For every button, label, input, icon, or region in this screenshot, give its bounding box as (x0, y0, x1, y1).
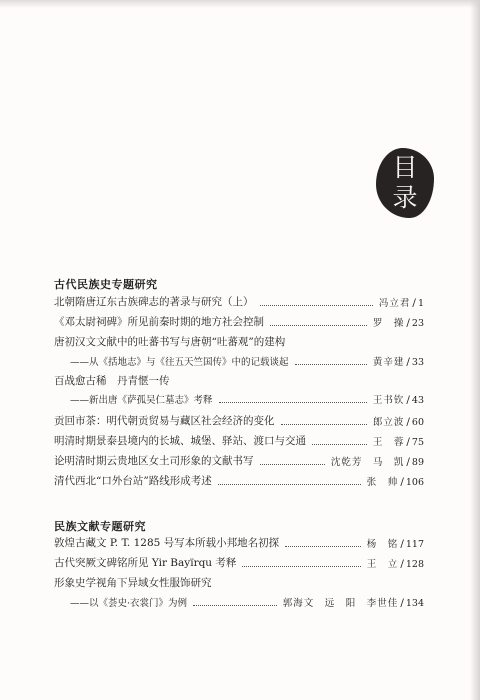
entry-author: 沈乾芳 马 凯 (330, 457, 405, 468)
toc-entry[interactable]: 论明清时期云贵地区女土司形象的文献书写 沈乾芳 马 凯 / 89 (54, 455, 424, 468)
toc-entry[interactable]: 《邓太尉祠碑》所见前秦时期的地方社会控制 罗 操 / 23 (54, 316, 424, 329)
page-top-shadow (0, 0, 480, 8)
toc-entry[interactable]: 古代突厥文碑铭所见 Yir Bayïrqu 考释 王 立 / 128 (54, 557, 424, 570)
entry-author: 罗 操 (372, 318, 405, 329)
entry-author: 王 蓉 (372, 437, 405, 448)
entry-page: 75 (411, 437, 424, 448)
section-heading-ethnic-documents: 民族文献专题研究 (54, 520, 146, 533)
toc-subentry[interactable]: ——以《荟史·衣裳门》为例 郭海文 远 阳 李世佳 / 134 (70, 597, 424, 609)
page-right-shadow (470, 0, 480, 700)
dot-leader (270, 325, 367, 326)
entry-title: 论明清时期云贵地区女土司形象的文献书写 (54, 455, 254, 467)
table-of-contents-badge (376, 148, 434, 218)
entry-page: 1 (417, 298, 424, 309)
entry-title: 北朝隋唐辽东古族碑志的著录与研究（上） (54, 296, 254, 308)
dot-leader (285, 546, 361, 547)
entry-page: 60 (411, 417, 424, 428)
entry-author: 杨 铭 (366, 539, 399, 550)
badge-char-1: 目 (392, 153, 418, 182)
entry-page: 43 (411, 395, 424, 406)
entry-author: 郎立波 (372, 417, 405, 428)
badge-char-2: 录 (392, 183, 418, 212)
toc-entry-title-line[interactable]: 唐初汉文文献中的吐蕃书写与唐朝“吐蕃观”的建构 (54, 336, 286, 348)
section-heading-ancient-ethnic-history: 古代民族史专题研究 (54, 278, 158, 291)
entry-author: 王书钦 (372, 395, 405, 406)
toc-entry-title-line[interactable]: 形象史学视角下异域女性服饰研究 (54, 577, 212, 589)
entry-page: 117 (405, 539, 424, 550)
entry-title: 清代西北“口外台站”路线形成考述 (54, 475, 212, 487)
dot-leader (295, 364, 367, 365)
entry-title: 《邓太尉祠碑》所见前秦时期的地方社会控制 (54, 316, 264, 328)
entry-subtitle: ——从《括地志》与《往五天竺国传》中的记载谈起 (70, 357, 289, 368)
toc-entry[interactable]: 北朝隋唐辽东古族碑志的著录与研究（上） 冯立君 / 1 (54, 296, 424, 309)
dot-leader (260, 464, 325, 465)
entry-author: 黄辛建 (372, 357, 405, 368)
entry-subtitle: ——新出唐《萨孤吴仁墓志》考释 (70, 395, 213, 406)
dot-leader (260, 305, 373, 306)
entry-page: 33 (411, 357, 424, 368)
toc-entry[interactable]: 贡回市茶：明代朝贡贸易与藏区社会经济的变化 郎立波 / 60 (54, 415, 424, 428)
toc-entry[interactable]: 敦煌古藏文 P. T. 1285 号写本所载小邦地名初探 杨 铭 / 117 (54, 537, 424, 550)
entry-page: 89 (411, 457, 424, 468)
entry-author: 王 立 (366, 559, 399, 570)
entry-title: 古代突厥文碑铭所见 Yir Bayïrqu 考释 (54, 557, 237, 569)
entry-title: 明清时期景泰县境内的长城、城堡、驿站、渡口与交通 (54, 435, 306, 447)
entry-page: 128 (405, 559, 424, 570)
entry-page: 134 (405, 598, 424, 609)
toc-subentry[interactable]: ——从《括地志》与《往五天竺国传》中的记载谈起 黄辛建 / 33 (70, 356, 424, 368)
entry-title: 贡回市茶：明代朝贡贸易与藏区社会经济的变化 (54, 415, 275, 427)
entry-page: 23 (411, 318, 424, 329)
dot-leader (193, 605, 277, 606)
entry-author: 冯立君 (378, 298, 411, 309)
dot-leader (312, 444, 367, 445)
entry-subtitle: ——以《荟史·衣裳门》为例 (70, 598, 188, 609)
toc-entry[interactable]: 明清时期景泰县境内的长城、城堡、驿站、渡口与交通 王 蓉 / 75 (54, 435, 424, 448)
entry-title: 敦煌古藏文 P. T. 1285 号写本所载小邦地名初探 (54, 537, 280, 549)
toc-entry[interactable]: 清代西北“口外台站”路线形成考述 张 帅 / 106 (54, 475, 424, 488)
entry-page: 106 (405, 477, 424, 488)
toc-entry-title-line[interactable]: 百战愈古稀 丹青惬一传 (54, 375, 170, 387)
entry-author: 郭海文 远 阳 李世佳 (282, 598, 399, 609)
dot-leader (218, 484, 361, 485)
dot-leader (281, 424, 367, 425)
dot-leader (219, 402, 367, 403)
dot-leader (242, 566, 360, 567)
entry-author: 张 帅 (366, 477, 399, 488)
toc-subentry[interactable]: ——新出唐《萨孤吴仁墓志》考释 王书钦 / 43 (70, 394, 424, 406)
